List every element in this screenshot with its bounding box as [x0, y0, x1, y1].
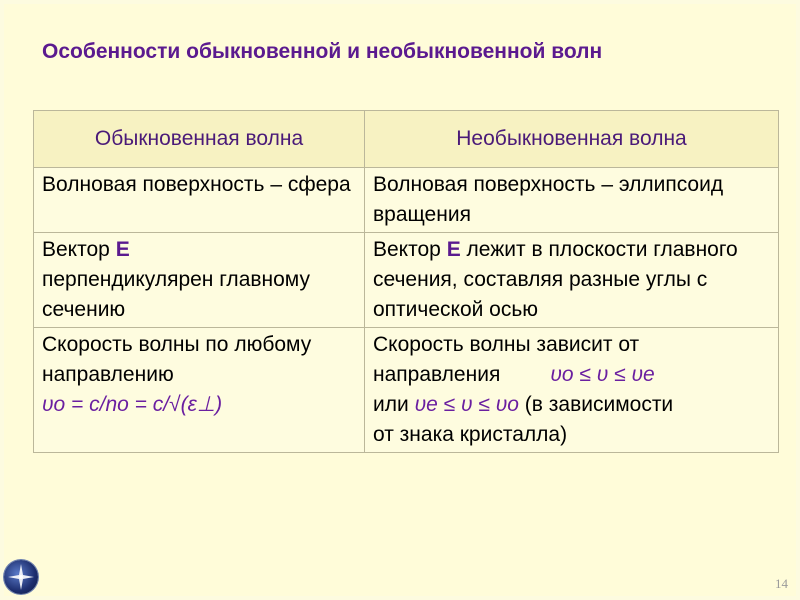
- speed-range-formula-1: υo ≤ υ ≤ υe: [550, 363, 655, 386]
- vector-e-symbol: E: [115, 238, 130, 261]
- vector-description: лежит в плоскости главного сечения, составляя разные углы с оптической осью: [373, 238, 738, 321]
- speed-line-2: направления: [373, 363, 501, 386]
- ordinary-speed-formula: υo = c/no = c/√(ε⊥): [42, 393, 223, 416]
- speed-description: Скорость волны по любому направлению: [42, 333, 312, 386]
- cell-extraordinary-surface: Волновая поверхность – эллипсоид вращения: [365, 168, 779, 233]
- header-extraordinary: Необыкновенная волна: [365, 111, 779, 168]
- table-row: [34, 233, 779, 328]
- cell-ordinary-speed: [34, 328, 365, 453]
- speed-range-formula-2: υe ≤ υ ≤ υo: [414, 393, 519, 416]
- vector-description: перпендикулярен главному сечению: [42, 268, 310, 321]
- comparison-table: [33, 110, 779, 453]
- cell-extraordinary-speed: [365, 328, 779, 453]
- speed-line-1: Скорость волны зависит от: [373, 333, 640, 356]
- table-row: [34, 168, 779, 233]
- vector-label: Вектор: [42, 238, 116, 261]
- cell-ordinary-vector: [34, 233, 365, 328]
- vector-e-symbol: E: [446, 238, 461, 261]
- slide-title: Особенности обыкновенной и необыкновенной волн: [42, 40, 603, 63]
- table-header-row: [34, 111, 779, 168]
- vector-label: Вектор: [373, 238, 447, 261]
- speed-line-4: от знака кристалла): [373, 423, 568, 446]
- page-number: 14: [775, 576, 788, 591]
- cell-ordinary-surface: Волновая поверхность – сфера: [34, 168, 365, 233]
- speed-line-3-prefix: или: [373, 393, 415, 416]
- cell-extraordinary-vector: [365, 233, 779, 328]
- speed-line-3-rest: (в зависимости: [518, 393, 674, 416]
- header-ordinary: Обыкновенная волна: [34, 111, 365, 168]
- table-row: [34, 328, 779, 453]
- star-logo-icon: [4, 560, 38, 594]
